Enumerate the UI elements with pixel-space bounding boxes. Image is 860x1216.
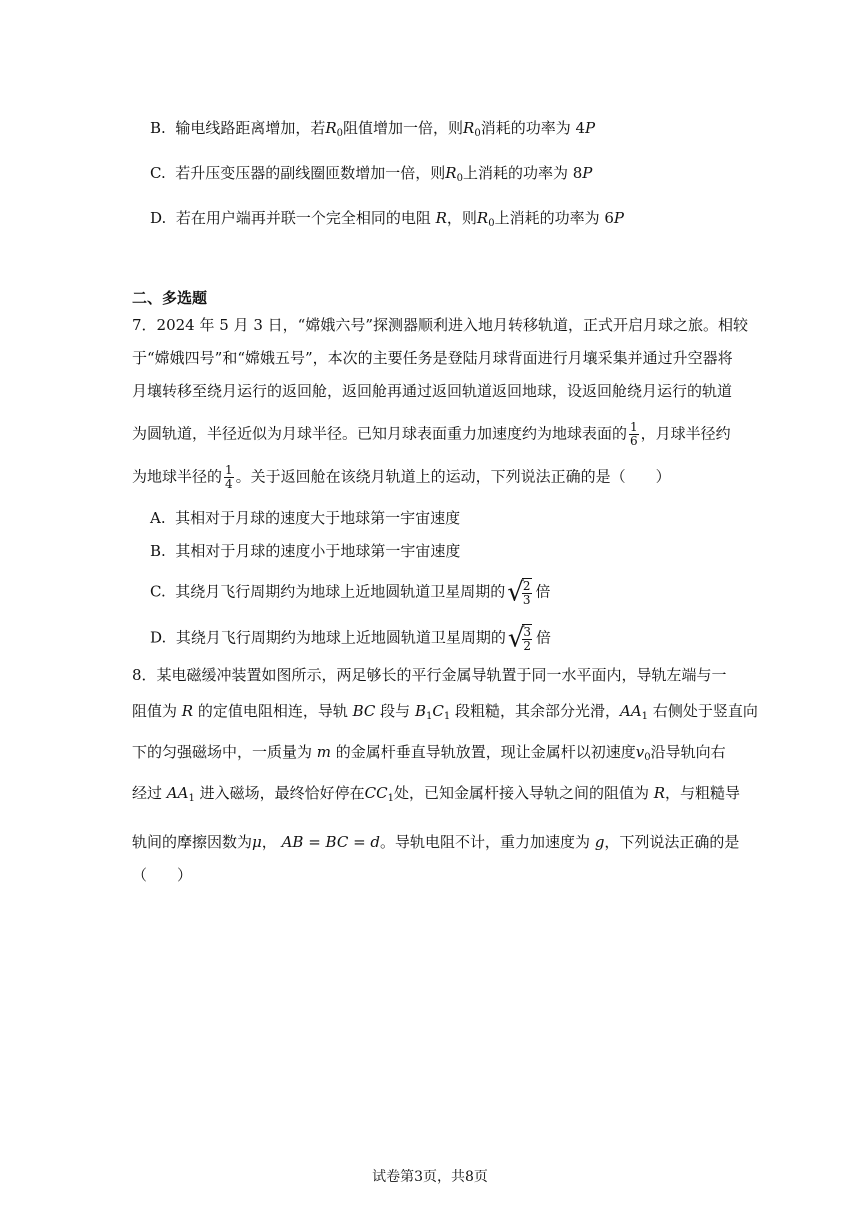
page-footer: 试卷第3页，共8页 xyxy=(372,1169,488,1185)
q7-option-a: A. 其相对于月球的速度大于地球第一宇宙速度 xyxy=(150,509,461,527)
option-d-prev: D. 若在用户端再并联一个完全相同的电阻 R，则$R_0$上消耗的功率为 6P xyxy=(150,209,624,229)
q8-line-2: 阻值为 R 的定值电阻相连，导轨 BC 段与 $B_1C_1$ 段粗糙，其余部分光滑，$AA_1$ 右侧处于竖直向 xyxy=(132,702,758,722)
q8-line-1: 8．某电磁缓冲装置如图所示，两足够长的平行金属导轨置于同一水平面内，导轨左端与一 xyxy=(132,666,727,684)
q7-option-b: B. 其相对于月球的速度小于地球第一宇宙速度 xyxy=(150,542,461,560)
q7-line-2: 于“嫦娥四号”和“嫦娥五号”，本次的主要任务是登陆月球背面进行月壤采集并通过升空器将 xyxy=(132,349,733,367)
option-b-prev: B. 输电线路距离增加，若$R_0$阻值增加一倍，则$R_0$消耗的功率为 4P xyxy=(150,119,596,139)
q7-option-c: C. 其绕月飞行周期约为地球上近地圆轨道卫星周期的√ $\frac{2}{3}$ 倍 xyxy=(150,577,551,608)
q8-line-5: 轨间的摩擦因数为μ， AB = BC = d。导轨电阻不计，重力加速度为 g，下列说法正确的是 xyxy=(132,833,740,851)
q8-line-4: 经过 $AA_1$ 进入磁场，最终恰好停在$CC_1$处，已知金属杆接入导轨之间的阻值为 R，与粗糙导 xyxy=(132,784,741,804)
q7-line-4: 为圆轨道，半径近似为月球半径。已知月球表面重力加速度约为地球表面的 $\frac{1}{6}$ ，月球半径约 xyxy=(132,420,731,448)
q8-line-3: 下的匀强磁场中，一质量为 m 的金属杆垂直导轨放置，现让金属杆以初速度$v_0$沿导轨向右 xyxy=(132,743,726,763)
q7-line-1: 7．2024 年 5 月 3 日，“嫦娥六号”探测器顺利进入地月转移轨道，正式开启月球之旅。相较 xyxy=(132,316,748,334)
sqrt-three-halves: √ $\frac{3}{2}$ xyxy=(507,623,532,654)
section-title: 二、多选题 xyxy=(132,289,208,307)
option-c-prev: C. 若升压变压器的副线圈匝数增加一倍，则$R_0$上消耗的功率为 8P xyxy=(150,164,593,184)
q7-option-d: D. 其绕月飞行周期约为地球上近地圆轨道卫星周期的√ $\frac{3}{2}$ 倍 xyxy=(150,623,552,654)
fraction-one-quarter: $\frac{1}{4}$ xyxy=(225,463,233,491)
q7-line-5: 为地球半径的 $\frac{1}{4}$ 。关于返回舱在该绕月轨道上的运动，下列说法正确的是（ ） xyxy=(132,463,671,491)
q8-line-6: （ ） xyxy=(132,866,193,884)
q7-line-3: 月壤转移至绕月运行的返回舱，返回舱再通过返回轨道返回地球，设返回舱绕月运行的轨道 xyxy=(132,382,733,400)
sqrt-two-thirds: √ $\frac{2}{3}$ xyxy=(507,577,531,608)
fraction-one-sixth: $\frac{1}{6}$ xyxy=(630,420,638,448)
